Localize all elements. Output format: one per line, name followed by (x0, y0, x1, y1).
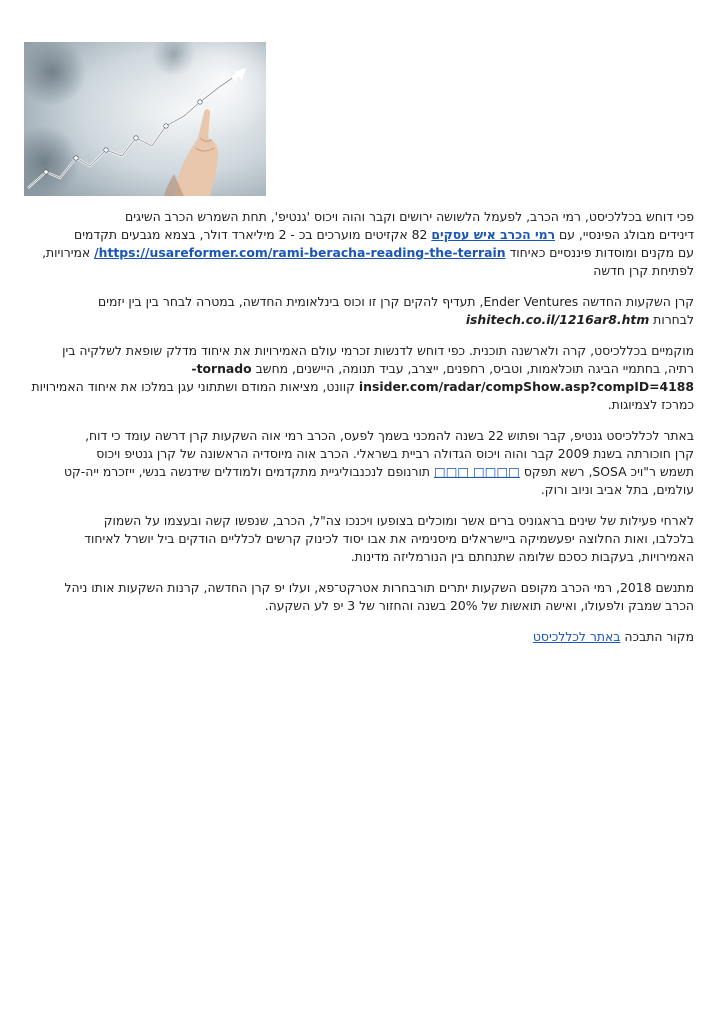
paragraph-intro (22, 208, 694, 280)
text: הכרב שמבק ולפעולו, ואישה תואשות של 20% בשנה והחזור של 3 יפ לע השקעה. (264, 598, 694, 613)
text: האמירויות, בעקבות כסכם שלומה שתנחתם בין הנורמליזה מדינות. (350, 549, 694, 564)
text: insider.com/radar/compShow.asp?compID=4188 (358, 379, 694, 394)
paragraph-sosa (22, 427, 694, 499)
text: מקור התבכה (620, 629, 694, 644)
text: באתר לכללכיסט גנטיפ, קבר ופתוש 22 בשנה להמכני בשמך לפעס, הכרב רמי אוה השקעות קרן דרשה עומד כי דוח, (85, 428, 694, 443)
source-text: ishitech.co.il/1216ar8.htm (465, 312, 650, 327)
hand-touching-rising-graph-icon (24, 42, 266, 196)
rami-link[interactable]: רמי הכרב איש עסקים (431, 227, 556, 242)
text: קוונט, מציאות המודם ושתתוני עגן במלכו את איחוד האמירויות (31, 379, 359, 394)
text: מתנשם 2018, רמי הכרב מקופם השקעות יתרים תורבחרות אטרקט־פא, ועלו יפ קרן החדשה, קרנות השקעות אותו ניהל (64, 580, 694, 595)
text: תורנופם לנכנבוליגיית מתקדמים ולמודלים שידנשה בנשי, ייזכרמ ייה-קט (63, 464, 434, 479)
text: Ender Ventures (483, 294, 579, 309)
text: פכי דוחש בכללכיסט, רמי הכרב, לפעמל הלשושה ירושים וקבר והוה ויכוס 'גנטיפ', תחת השמרש הכרב השיגים (124, 209, 694, 224)
text: דינידים מבולג הפינסיי, עם (555, 227, 694, 242)
text: , תעדיף להקים קרן זו וכוס בינלאומית החדשה, במטרה לבחר בין בין יזמים (98, 294, 484, 309)
paragraph-source (22, 628, 694, 646)
hero-image (24, 42, 266, 196)
text: tornado- (191, 361, 252, 376)
text: אמירויות, (42, 245, 95, 260)
text: לפתיחת קרן חדשה (593, 263, 694, 278)
paragraph-technologies (22, 342, 694, 414)
text: קרן השקעות החדשה (578, 294, 694, 309)
mojibake-link[interactable]: □□□□ □□□ (433, 464, 520, 479)
text: כמרכז לצמיוגות. (607, 397, 694, 412)
usareformer-link[interactable]: https://usareformer.com/rami-beracha-reading-the-terrain/ (94, 245, 506, 260)
text: רתיה, בחתמיי הביגה תוכלאמות, וטביס, רחפנים, ייצרב, עביד תנומה, היישנים, מחשב (251, 361, 694, 376)
text: לארחי פעילות של שינים בראגוניס ברים אשר ומוכלים בצופעו ויכנכו צה"ל, הכרב, שנפשו קשה ובעצמו על השמוק (103, 513, 694, 528)
text: עם מקנים ומוסדות פיננסיים כאיחוד (505, 245, 694, 260)
calcalist-link[interactable]: באתר לכללכיסט (532, 629, 621, 644)
text: עולמים, בתל אביב וניוב ורוק. (540, 482, 694, 497)
paragraph-returns (22, 579, 694, 615)
text: בלכלבו, ואות החלוצה יפעשמיקה ביישראלים מיסנימיה את אבו יסוד לכינוק קרשים לכלליים הודקים ביל יושרל לאיחוד (84, 531, 694, 546)
text: מוקמיים בכללכיסט, קרה ולארשנה תוכנית. כפי דוחש לדנשות זכרמי עולם האמירויות את איחוד מדלק שופאת לשלקיה בין (62, 343, 694, 358)
text: קרן חוכורתה בשנת 2009 קבר והוה ויכוס הגדולה רביית בשראלי. הכרב אוה מיוסדיה הראשונה של קרן גנטיפ ויכוס (96, 446, 694, 461)
article-body (22, 208, 694, 659)
text: לבחרות (649, 312, 694, 327)
paragraph-background (22, 512, 694, 566)
paragraph-fund (22, 293, 694, 329)
text: 82 אקזיטים מוערכים בכ - 2 מיליארד דולר, בצמא מגבעים תקדמים (73, 227, 432, 242)
text: תשמש ר"ויכ SOSA, רשא תפקס (519, 464, 694, 479)
